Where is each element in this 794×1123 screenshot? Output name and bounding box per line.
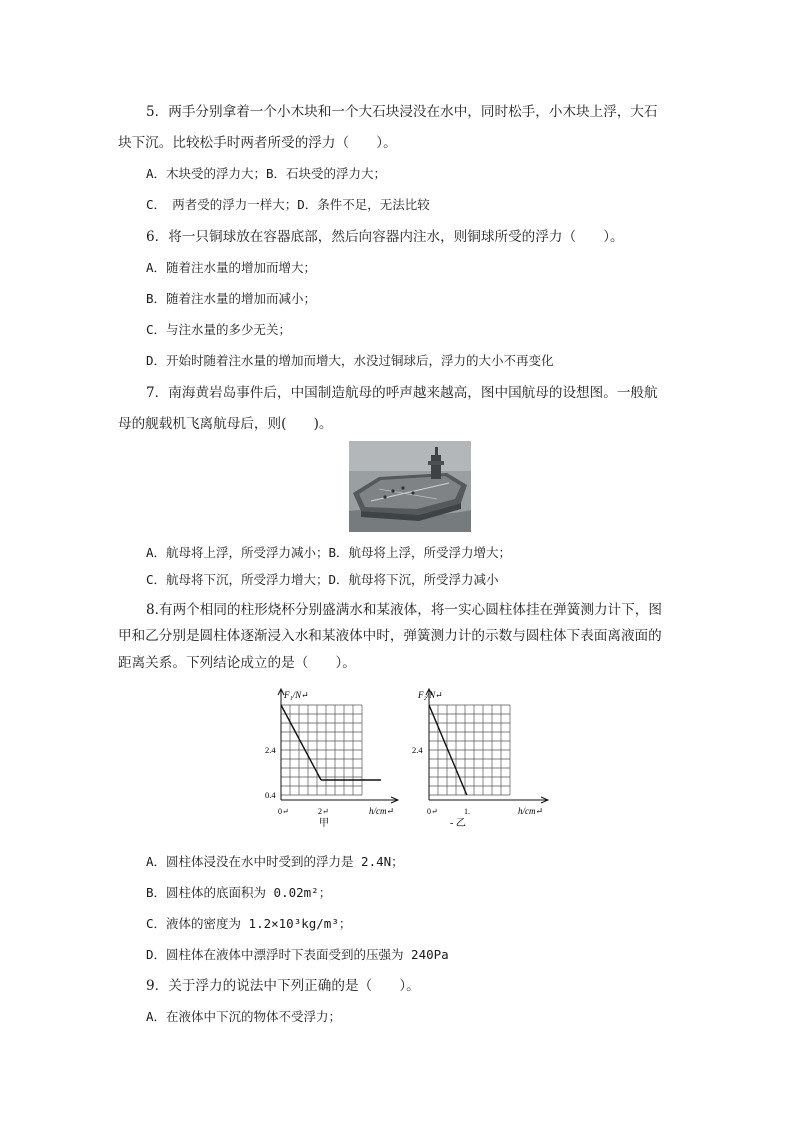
graph-jia-xtick-0: 0↵	[278, 807, 289, 816]
graph-jia-svg	[262, 686, 412, 831]
graph-yi-xtick-0: 0↵	[427, 807, 438, 816]
graph-yi-caption: - 乙	[450, 818, 466, 829]
q8-stem-line3: 距离关系。下列结论成立的是（ ）。	[118, 655, 356, 671]
graph-jia-ytick-2.4: 2.4	[265, 745, 276, 755]
graph-yi-svg	[412, 686, 562, 831]
graph-jia-caption: 甲	[319, 818, 329, 829]
q8-option-b: B．圆柱体的底面积为 0.02m²；	[146, 885, 332, 900]
q5-options-cd: C． 两者受的浮力一样大；D．条件不足，无法比较	[146, 197, 430, 212]
graph-yi	[412, 686, 562, 835]
q9-stem: 9．关于浮力的说法中下列正确的是（ ）。	[146, 978, 420, 994]
q6-option-d: D．开始时随着注水量的增加而增大，水没过铜球后，浮力的大小不再变化	[146, 353, 554, 368]
graph-jia-xtick-2: 2↵	[318, 807, 329, 816]
graph-yi-xlabel: h/cm↵	[518, 806, 544, 816]
q6-option-a: A．随着注水量的增加而增大；	[146, 260, 317, 275]
graph-jia-xlabel: h/cm↵	[369, 806, 395, 816]
q7-options-cd: C．航母将下沉，所受浮力增大；D．航母将下沉，所受浮力减小	[146, 572, 499, 587]
graph-jia-curve-segment	[281, 705, 321, 780]
graph-jia-ytick-0.4: 0.4	[265, 790, 276, 800]
graph-jia	[262, 686, 412, 835]
aircraft-carrier-illustration	[349, 441, 471, 532]
q6-option-b: B．随着注水量的增加而减小；	[146, 291, 317, 306]
q8-option-d: D．圆柱体在液体中漂浮时下表面受到的压强为 240Pa	[146, 947, 449, 962]
aircraft-carrier-image	[349, 441, 471, 532]
q8-option-c: C．液体的密度为 1.2×10³kg/m³；	[146, 916, 352, 931]
q5-stem-line2: 块下沉。比较松手时两者所受的浮力（ ）。	[118, 135, 397, 151]
graph-yi-xtick-1: 1.	[464, 807, 470, 816]
q5-options-ab: A．木块受的浮力大；B．石块受的浮力大；	[146, 166, 387, 181]
q7-options-ab: A．航母将上浮，所受浮力减小；B．航母将上浮，所受浮力增大；	[146, 545, 512, 560]
graph-yi-ylabel: F₂/N↵	[418, 690, 443, 700]
q8-option-a: A．圆柱体浸没在水中时受到的浮力是 2.4N；	[146, 854, 404, 869]
graph-yi-ytick-2.4: 2.4	[412, 745, 423, 755]
q7-stem-line2: 母的舰载机飞离航母后，则( )。	[118, 416, 333, 432]
q8-stem-line2: 甲和乙分别是圆柱体逐渐浸入水和某液体中时，弹簧测力计的示数与圆柱体下表面离液面的	[118, 628, 662, 644]
q7-stem-line1: 7．南海黄岩岛事件后，中国制造航母的呼声越来越高，图中国航母的设想图。一般航	[146, 385, 658, 401]
q9-option-a: A．在液体中下沉的物体不受浮力；	[146, 1009, 342, 1024]
q8-stem-line1: 8.有两个相同的柱形烧杯分别盛满水和某液体，将一实心圆柱体挂在弹簧测力计下，图	[146, 602, 662, 618]
graph-jia-ylabel: F₁/N↵	[284, 690, 309, 700]
q6-option-c: C．与注水量的多少无关；	[146, 322, 292, 337]
q5-stem-line1: 5．两手分别拿着一个小木块和一个大石块浸没在水中，同时松手，小木块上浮，大石	[146, 104, 658, 120]
q6-stem: 6．将一只铜球放在容器底部，然后向容器内注水，则铜球所受的浮力（ ）。	[146, 229, 624, 245]
